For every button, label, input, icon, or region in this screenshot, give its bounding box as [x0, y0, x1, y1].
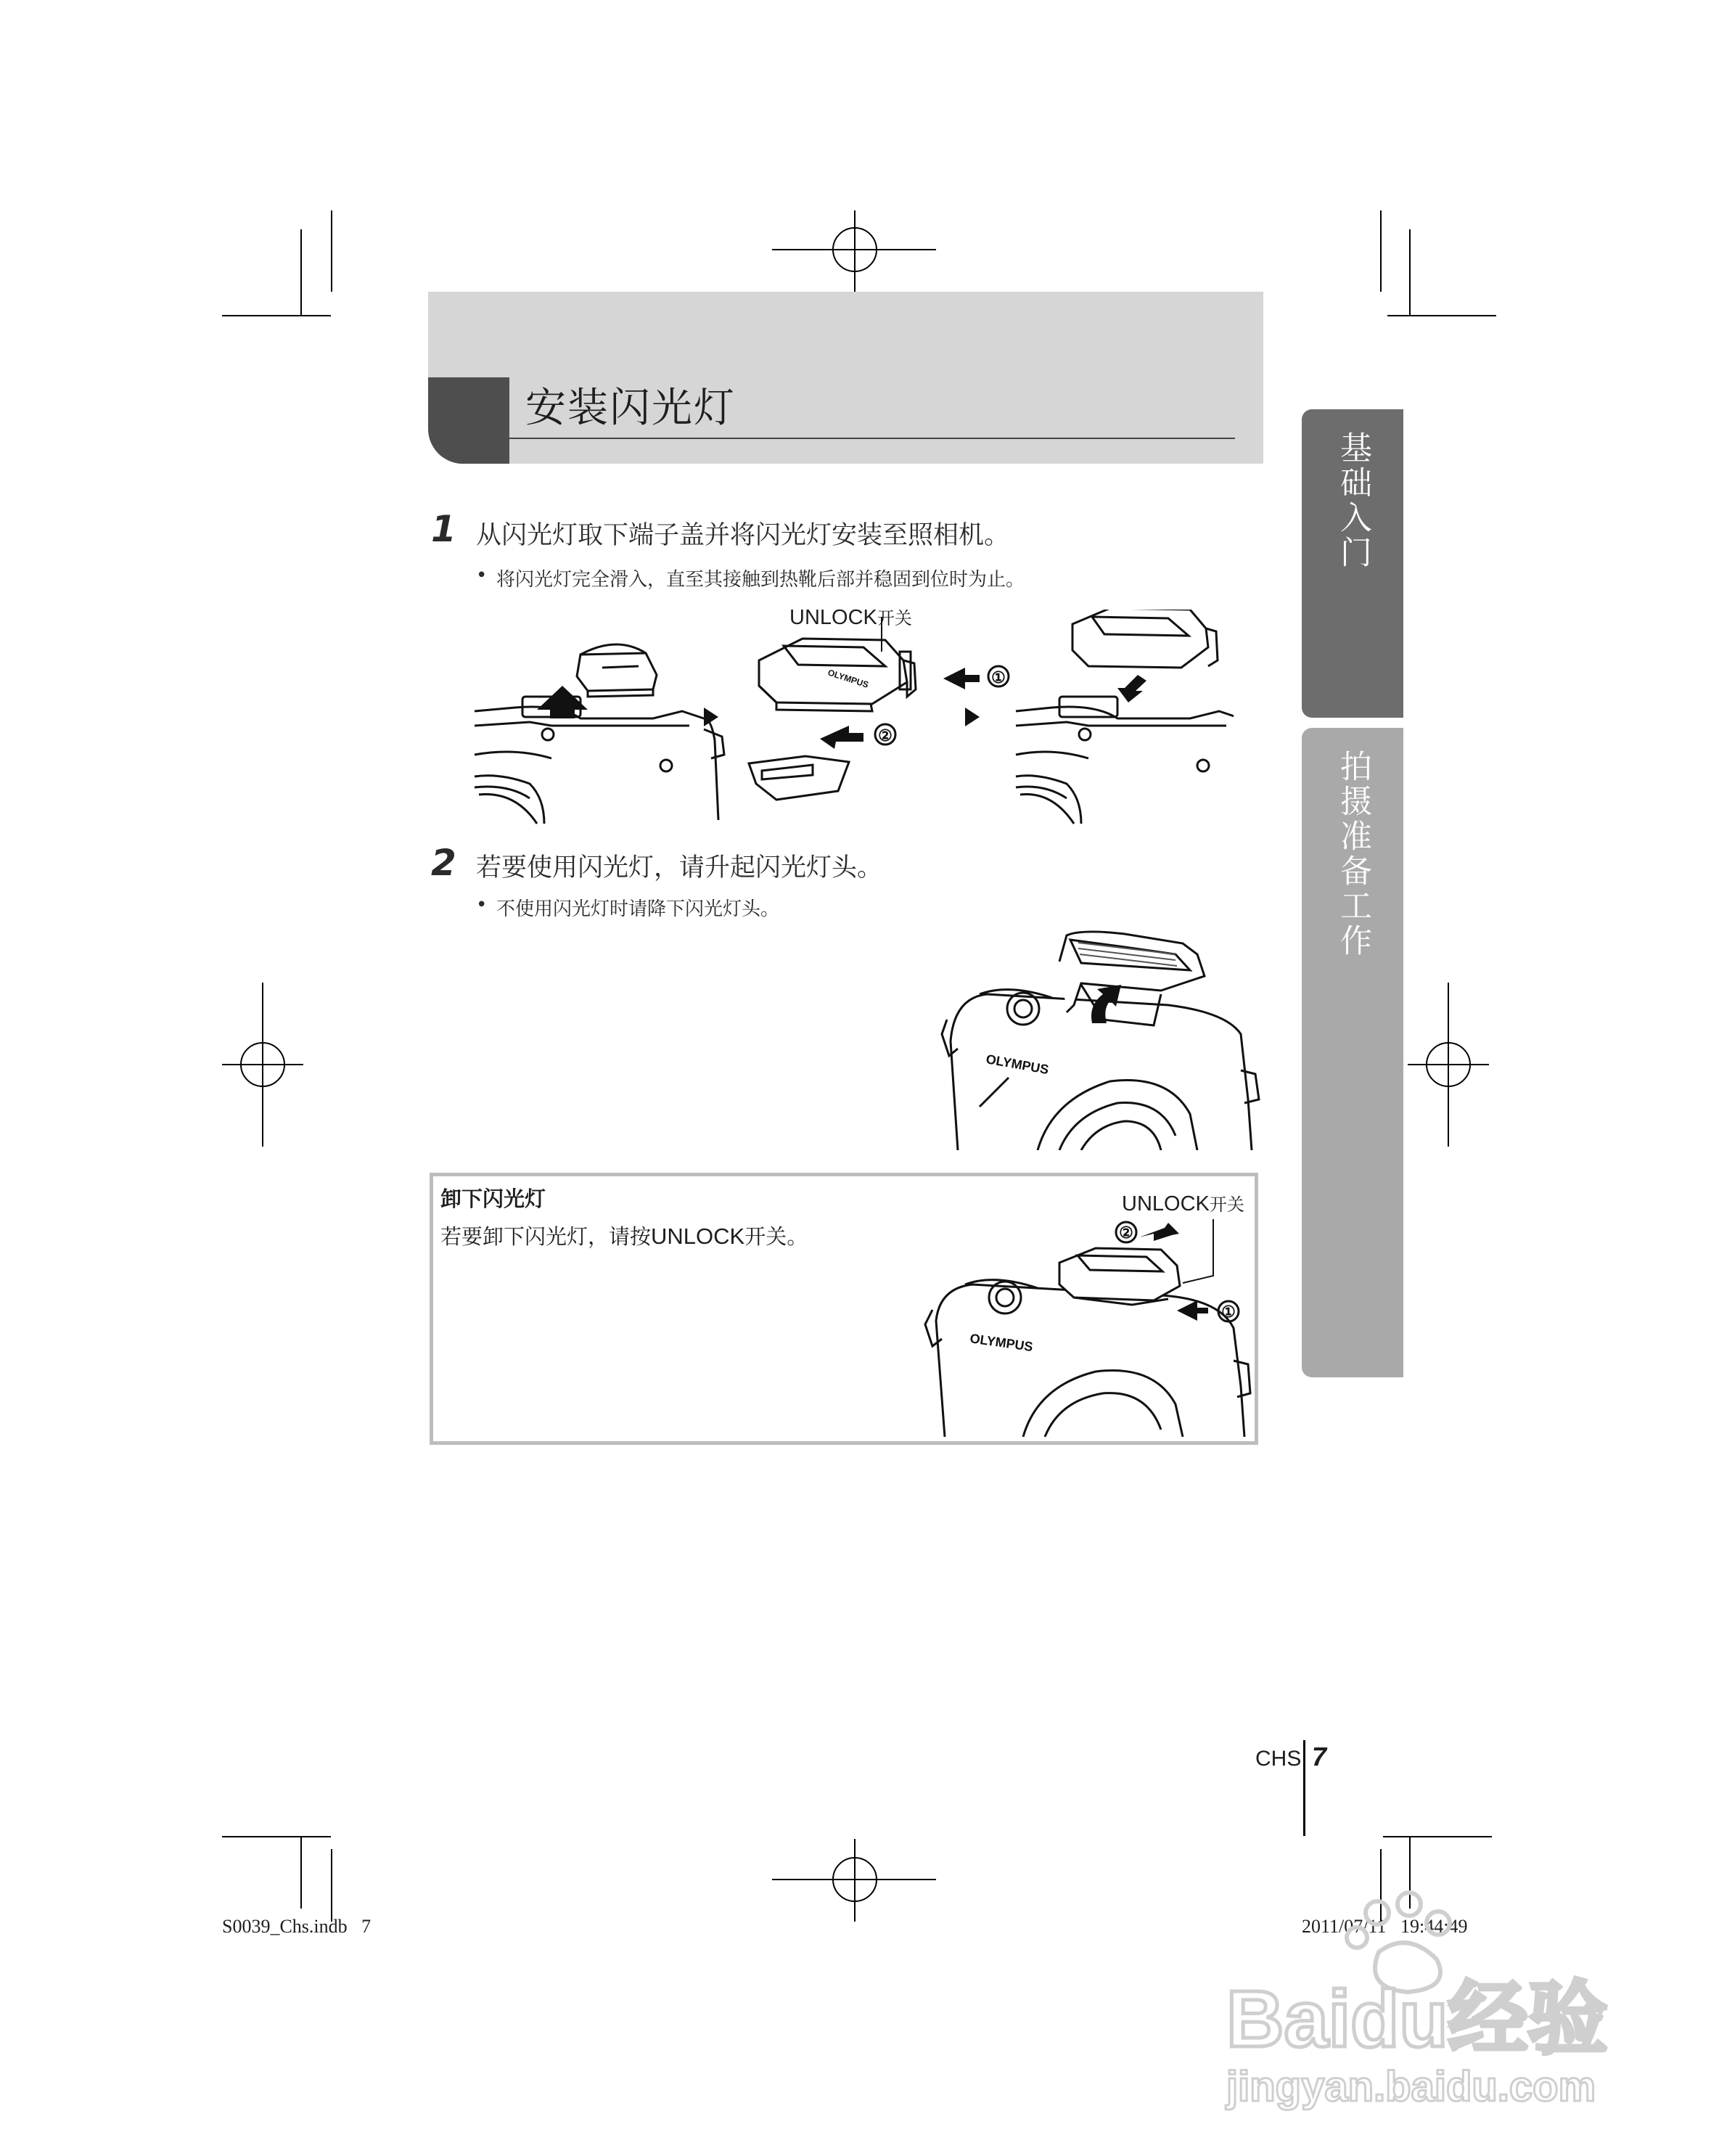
note-text — [440, 1221, 808, 1250]
note-text-latin: UNLOCK — [651, 1223, 745, 1249]
watermark-url: jingyan.baidu.com — [1226, 2063, 1596, 2110]
print-slug-filename: S0039_Chs.indb 7 — [222, 1916, 372, 1937]
circled-1-mark: ① — [991, 668, 1006, 686]
note-text-suffix: 开关。 — [744, 1224, 808, 1249]
unlock-label-zh: 开关 — [877, 608, 912, 628]
header-tab — [428, 377, 509, 464]
print-slug-timestamp: 2011/07/11 19:44:49 — [1302, 1916, 1468, 1937]
note-illustration — [914, 1219, 1255, 1437]
note-camera-brand-text: OLYMPUS — [969, 1331, 1034, 1355]
circled-2-mark: ② — [878, 726, 893, 745]
unlock-label-latin: UNLOCK — [789, 606, 877, 629]
page-number-separator — [1303, 1740, 1305, 1836]
side-tab-preparation[interactable] — [1302, 728, 1403, 1377]
step-2-bullet-dot: • — [476, 894, 488, 916]
watermark-brand: Baidu经验 — [1226, 1975, 1608, 2064]
camera-brand-text: OLYMPUS — [985, 1052, 1050, 1078]
step-2-bullet: 不使用闪光灯时请降下闪光灯头。 — [496, 898, 780, 920]
step-2-illustration — [936, 925, 1263, 1150]
page-language: CHS — [1255, 1747, 1302, 1771]
page-number: 7 — [1312, 1742, 1327, 1771]
note-text-prefix: 若要卸下闪光灯，请按 — [440, 1224, 652, 1249]
step-2-number: 2 — [431, 842, 456, 884]
baidu-watermark — [1219, 1865, 1625, 2112]
note-unlock-label — [1122, 1190, 1244, 1216]
note-unlock-zh: 开关 — [1209, 1194, 1244, 1215]
step-1-text: 从闪光灯取下端子盖并将闪光灯安装至照相机。 — [476, 521, 1010, 550]
side-tab-basics-label: 基础入门 — [1334, 431, 1371, 570]
side-tab-basics[interactable] — [1302, 409, 1403, 718]
note-circled-2-mark: ② — [1119, 1223, 1133, 1242]
page-title: 安装闪光灯 — [525, 385, 736, 432]
step-1-number: 1 — [431, 508, 456, 550]
note-unlock-latin: UNLOCK — [1122, 1192, 1210, 1216]
note-circled-1-mark: ① — [1221, 1303, 1236, 1321]
step-1-bullet-dot: • — [476, 565, 488, 586]
note-title: 卸下闪光灯 — [440, 1186, 546, 1211]
side-tab-preparation-label: 拍摄准备工作 — [1334, 750, 1371, 959]
step-2-text: 若要使用闪光灯，请升起闪光灯头。 — [476, 853, 883, 882]
step-1-illustration — [472, 610, 1234, 827]
flash-brand-text: OLYMPUS — [826, 667, 870, 690]
step-1-bullet: 将闪光灯完全滑入，直至其接触到热靴后部并稳固到位时为止。 — [496, 569, 1025, 591]
title-underline — [509, 438, 1235, 439]
